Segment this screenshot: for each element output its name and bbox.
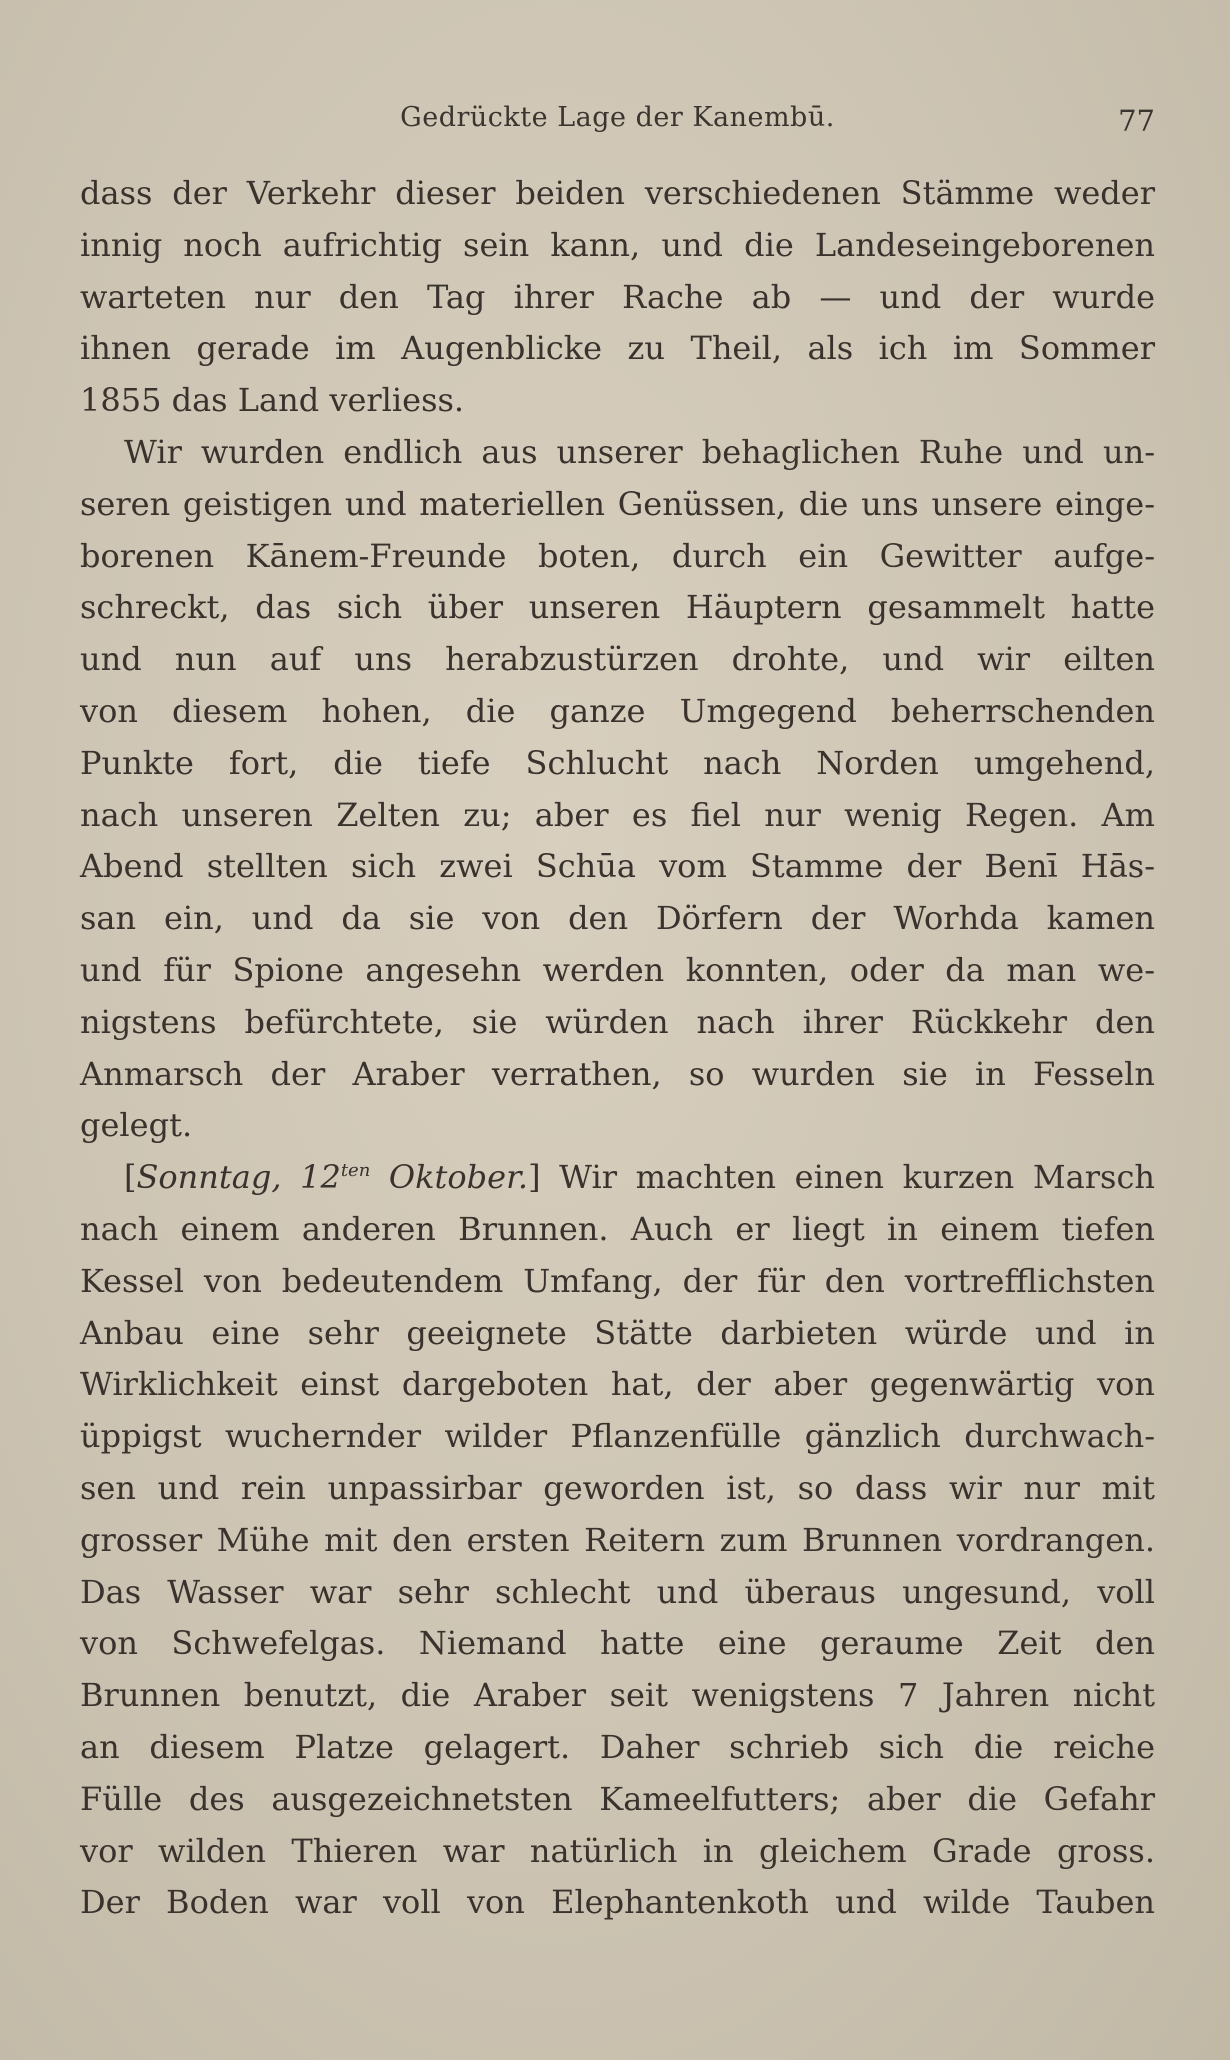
text-line: Punkte fort, die tiefe Schlucht nach Norden umgehend, [80, 743, 1155, 782]
text-line: und nun auf uns herabzustürzen drohte, und wir eilten [80, 640, 1155, 679]
first-line-rest: Wir machten einen kurzen Marsch [540, 1158, 1156, 1197]
text-line: seren geistigen und materiellen Genüssen, die uns unsere einge- [80, 484, 1155, 523]
text-line: Wirklichkeit einst dargeboten hat, der aber gegenwärtig von [80, 1365, 1155, 1404]
text-line: Brunnen benutzt, die Araber seit wenigstens 7 Jahren nicht [80, 1676, 1155, 1715]
running-head [80, 102, 1155, 138]
text-line: vor wilden Thieren war natürlich in gleichem Grade gross. [80, 1831, 1155, 1870]
text-line: ihnen gerade im Augenblicke zu Theil, als ich im Sommer [80, 329, 1155, 368]
paragraph-2 [80, 427, 1155, 1152]
text-line: innig noch aufrichtig sein kann, und die Landeseingeborenen [80, 225, 1155, 264]
text-line: Der Boden war voll von Elephantenkoth und wilde Tauben [80, 1883, 1155, 1922]
text-line: von diesem hohen, die ganze Umgegend beherrschenden [80, 691, 1155, 730]
text-line: gelegt. [80, 1106, 193, 1145]
text-line: schreckt, das sich über unseren Häuptern gesammelt hatte [80, 588, 1155, 627]
text-line: nach unseren Zelten zu; aber es fiel nur wenig Regen. Am [80, 795, 1155, 834]
text-line: nigstens befürchtete, sie würden nach ihrer Rückkehr den [80, 1002, 1155, 1041]
text-line: Kessel von bedeutendem Umfang, der für den vortrefflichsten [80, 1261, 1155, 1300]
text-line: warteten nur den Tag ihrer Rache ab — und der wurde [80, 277, 1155, 316]
text-line: 1855 das Land verliess. [80, 381, 465, 420]
date-note-close-bracket: ] [528, 1158, 541, 1197]
running-title: Gedrückte Lage der Kanembū. [400, 102, 835, 133]
text-line [80, 1152, 1155, 1204]
text-line: Fülle des ausgezeichnetsten Kameelfutters; aber die Gefahr [80, 1779, 1155, 1818]
text-line: an diesem Platze gelagert. Daher schrieb sich die reiche [80, 1727, 1155, 1766]
text-line: grosser Mühe mit den ersten Reitern zum Brunnen vordrangen. [80, 1520, 1155, 1559]
text-line: und für Spione angesehn werden konnten, oder da man we- [80, 950, 1155, 989]
text-line: Wir wurden endlich aus unserer behaglichen Ruhe und un- [124, 432, 1155, 471]
text-line: Anbau eine sehr geeignete Stätte darbieten würde und in [80, 1313, 1155, 1352]
text-line: nach einem anderen Brunnen. Auch er liegt in einem tiefen [80, 1209, 1155, 1248]
date-note-day: Sonntag, 12 [136, 1158, 341, 1197]
text-line: von Schwefelgas. Niemand hatte eine geraume Zeit den [80, 1624, 1155, 1663]
text-line: üppigst wuchernder wilder Pflanzenfülle gänzlich durchwach- [80, 1417, 1155, 1456]
text-line: dass der Verkehr dieser beiden verschiedenen Stämme weder [80, 174, 1155, 212]
date-note-open-bracket: [ [124, 1158, 137, 1197]
text-line: Anmarsch der Araber verrathen, so wurden sie in Fesseln [80, 1054, 1155, 1093]
body-text [80, 168, 1155, 1929]
date-note-superscript: ten [340, 1160, 371, 1182]
page-number: 77 [1118, 104, 1155, 138]
paragraph-3 [80, 1152, 1155, 1929]
date-note-month: Oktober. [370, 1158, 529, 1197]
text-line: san ein, und da sie von den Dörfern der Worhda kamen [80, 899, 1155, 938]
text-line: borenen Kānem-Freunde boten, durch ein Gewitter aufge- [80, 536, 1155, 575]
text-line: sen und rein unpassirbar geworden ist, so dass wir nur mit [80, 1468, 1155, 1507]
text-line: Abend stellten sich zwei Schūa vom Stamme der Benī Hās- [80, 847, 1155, 886]
text-line: Das Wasser war sehr schlecht und überaus ungesund, voll [80, 1572, 1155, 1611]
paragraph-1 [80, 168, 1155, 427]
